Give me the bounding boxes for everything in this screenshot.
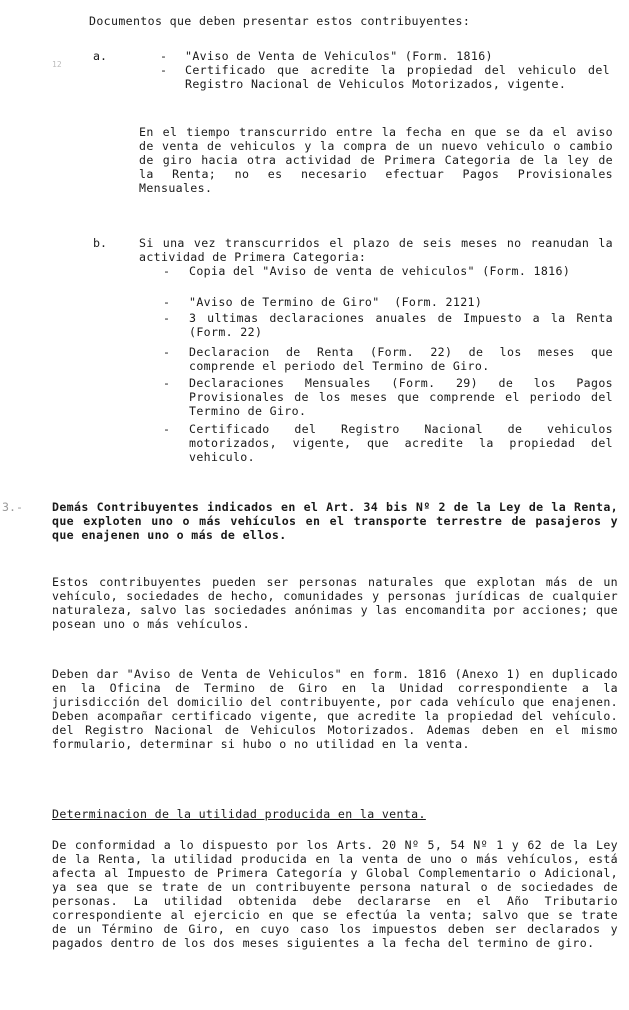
bullet-dash: - bbox=[163, 422, 170, 436]
paragraph: Deben dar "Aviso de Venta de Vehiculos" en form. 1816 (Anexo 1) en duplicado en la Oficina de Termino de Giro en la Unidad correspondiente a la jurisdicción del domicilio del contribuyente, por cada vehículo que enajenen. Deben acompañar certificado vigente, que acredite la propiedad del vehículo. del Registro Nacional de Vehiculos Motorizados. Ademas deben en el mismo formulario, determinar si hubo o no utilidad en la venta. bbox=[52, 667, 618, 751]
section-a-marker: a. bbox=[93, 49, 107, 63]
list-item: Declaracion de Renta (Form. 22) de los meses que comprende el periodo del Termino de Giro. bbox=[189, 345, 613, 373]
list-item: "Aviso de Venta de Vehiculos" (Form. 1816) bbox=[185, 49, 493, 63]
paragraph: De conformidad a lo dispuesto por los Arts. 20 Nº 5, 54 Nº 1 y 62 de la Ley de la Renta, la utilidad producida en la venta de uno o más vehículos, está afecta al Impuesto de Primera Categoría y Global Complementario o Adicional, ya sea que se trate de un contribuyente persona natural o de sociedades de personas. La utilidad obtenida debe declararse en el Año Tributario correspondiente al ejercicio en que se efectúa la venta; salvo que se trate de un Término de Giro, en cuyo caso los impuestos deben ser declarados y pagados dentro de los dos meses siguientes a la fecha del termino de giro. bbox=[52, 838, 618, 950]
section-b-marker: b. bbox=[93, 236, 107, 250]
paragraph: En el tiempo transcurrido entre la fecha en que se da el aviso de venta de vehiculos y la compra de un nuevo vehiculo o cambio de giro hacia otra actividad de Primera Categoria de la ley de la Renta; no es necesario efectuar Pagos Provisionales Mensuales. bbox=[139, 125, 613, 195]
section-heading: Demás Contribuyentes indicados en el Art. 34 bis Nº 2 de la Ley de la Renta, que exploten uno o más vehículos en el transporte terrestre de pasajeros y que enajenen uno o más de ellos. bbox=[52, 500, 618, 542]
bullet-dash: - bbox=[163, 295, 170, 309]
list-item: Copia del "Aviso de venta de vehiculos" (Form. 1816) bbox=[189, 264, 571, 278]
list-item: Certificado del Registro Nacional de vehiculos motorizados, vigente, que acredite la propiedad del vehiculo. bbox=[189, 422, 613, 464]
bullet-dash: - bbox=[163, 264, 170, 278]
list-item: Declaraciones Mensuales (Form. 29) de los Pagos Provisionales de los meses que comprende el periodo del Termino de Giro. bbox=[189, 376, 613, 418]
bullet-dash: - bbox=[160, 49, 167, 63]
list-item: "Aviso de Termino de Giro" (Form. 2121) bbox=[189, 295, 483, 309]
paragraph: Si una vez transcurridos el plazo de seis meses no reanudan la actividad de Primera Categoria: bbox=[139, 236, 613, 264]
section-title: Documentos que deben presentar estos contribuyentes: bbox=[89, 14, 471, 28]
paragraph: Estos contribuyentes pueden ser personas naturales que explotan más de un vehículo, sociedades de hecho, comunidades y personas jurídicas de cualquier naturaleza, salvo las sociedades anónimas y las encomandita por acciones; que posean uno o más vehículos. bbox=[52, 575, 618, 631]
bullet-dash: - bbox=[163, 311, 170, 325]
bullet-dash: - bbox=[160, 63, 167, 77]
margin-mark: 12 bbox=[52, 60, 62, 69]
list-item: 3 ultimas declaraciones anuales de Impuesto a la Renta (Form. 22) bbox=[189, 311, 613, 339]
section-3-marker: 3.- bbox=[2, 500, 23, 514]
bullet-dash: - bbox=[163, 376, 170, 390]
subsection-heading: Determinacion de la utilidad producida en la venta. bbox=[52, 807, 426, 821]
list-item: Certificado que acredite la propiedad del vehiculo del Registro Nacional de Vehiculos Motorizados, vigente. bbox=[185, 63, 610, 91]
bullet-dash: - bbox=[163, 345, 170, 359]
